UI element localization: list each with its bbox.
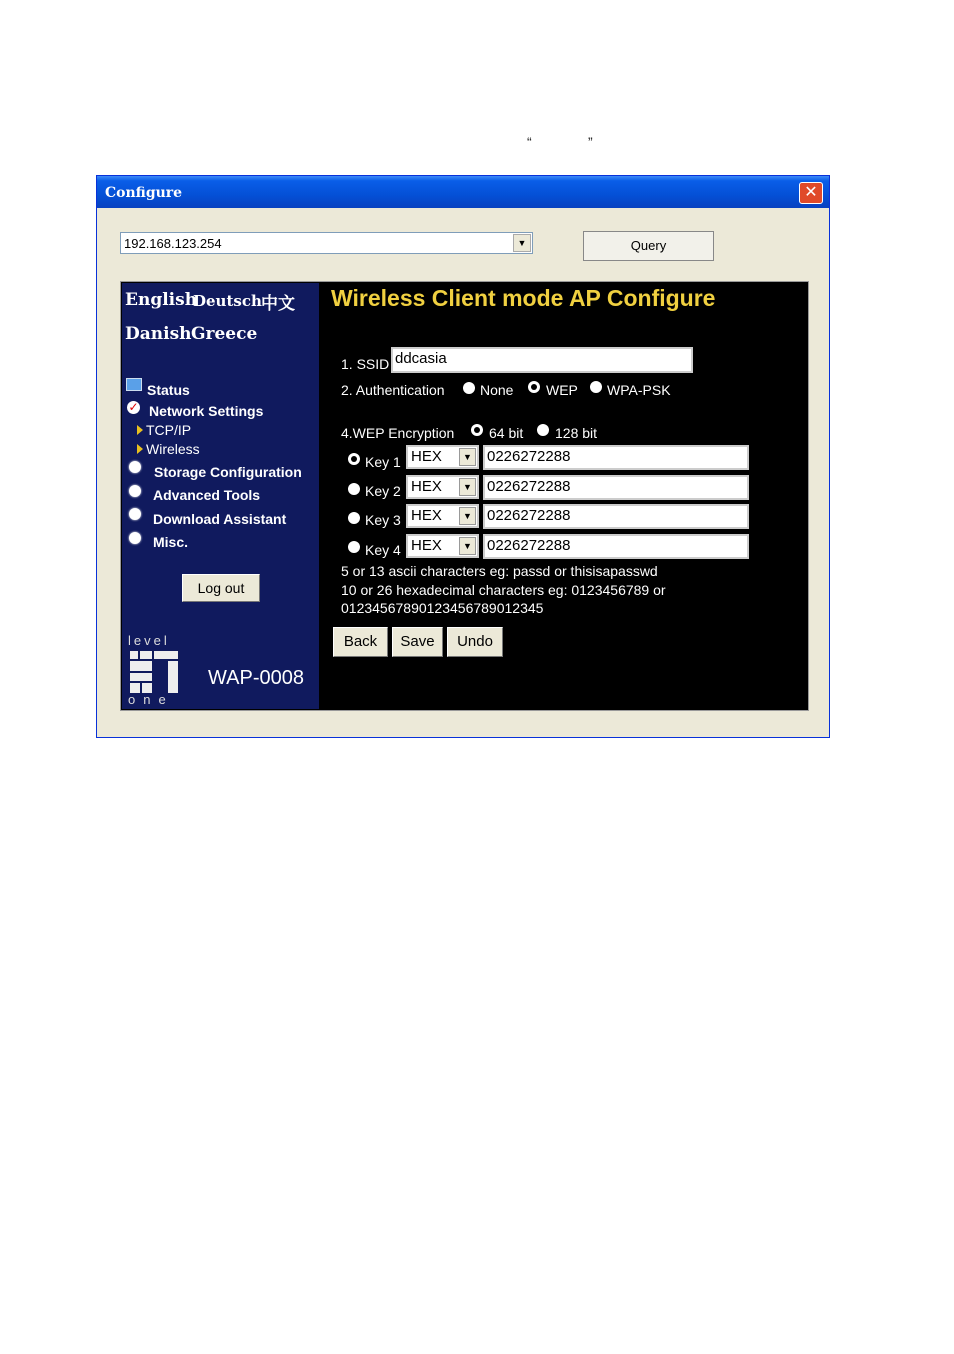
wep-128bit-radio[interactable] bbox=[537, 424, 549, 436]
bullet-icon bbox=[129, 508, 141, 520]
auth-wpa-psk-label: WPA-PSK bbox=[607, 382, 671, 398]
page-title: Wireless Client mode AP Configure bbox=[331, 285, 716, 311]
logo-block bbox=[130, 673, 152, 681]
key1-input[interactable]: 0226272288 bbox=[483, 445, 749, 470]
main-form bbox=[319, 283, 808, 709]
key1-radio[interactable] bbox=[348, 453, 360, 465]
save-button[interactable]: Save bbox=[392, 627, 443, 657]
bullet-icon bbox=[129, 485, 141, 497]
auth-wep-radio[interactable] bbox=[528, 381, 540, 393]
nav-advanced-tools[interactable]: Advanced Tools bbox=[153, 487, 261, 503]
chevron-down-icon[interactable]: ▼ bbox=[459, 478, 476, 496]
key1-format-select[interactable] bbox=[406, 445, 479, 469]
chevron-down-icon[interactable]: ▼ bbox=[459, 448, 476, 466]
lang-english[interactable]: English bbox=[125, 290, 198, 310]
wep-64bit-radio[interactable] bbox=[471, 424, 483, 436]
logo-bottom-text: one bbox=[128, 692, 174, 707]
logo-block bbox=[140, 651, 152, 659]
help-text-line-2: 10 or 26 hexadecimal characters eg: 0123456789 or bbox=[341, 582, 666, 598]
close-quote: ” bbox=[588, 134, 593, 150]
nav-tcpip[interactable] bbox=[137, 422, 191, 438]
logo-block bbox=[154, 651, 178, 659]
wep-128bit-label: 128 bit bbox=[555, 425, 598, 441]
help-text-line-3: 01234567890123456789012345 bbox=[341, 600, 544, 616]
ip-address-value: 192.168.123.254 bbox=[124, 236, 222, 251]
close-icon: ✕ bbox=[804, 184, 818, 201]
wep-encryption-label: 4.WEP Encryption bbox=[341, 425, 455, 441]
ssid-input[interactable]: ddcasia bbox=[391, 347, 693, 373]
key4-format-select[interactable] bbox=[406, 534, 479, 558]
nav-wireless-label: Wireless bbox=[146, 441, 200, 457]
levelone-logo bbox=[126, 635, 316, 707]
checkmark-icon: ✓ bbox=[128, 400, 139, 414]
key4-input[interactable]: 0226272288 bbox=[483, 534, 749, 559]
key2-label: Key 2 bbox=[365, 483, 401, 499]
key4-radio[interactable] bbox=[348, 541, 360, 553]
nav-storage-configuration[interactable]: Storage Configuration bbox=[154, 464, 302, 480]
nav-wireless[interactable] bbox=[137, 441, 200, 457]
help-text-line-1: 5 or 13 ascii characters eg: passd or thisisapasswd bbox=[341, 563, 658, 579]
auth-none-label: None bbox=[480, 382, 514, 398]
back-button[interactable]: Back bbox=[333, 627, 388, 657]
chevron-down-icon[interactable]: ▼ bbox=[459, 537, 476, 555]
key4-label: Key 4 bbox=[365, 542, 401, 558]
bullet-icon bbox=[129, 532, 141, 544]
monitor-icon bbox=[126, 378, 142, 391]
key3-format-select[interactable] bbox=[406, 504, 479, 528]
lang-deutsch[interactable]: Deutsch bbox=[193, 292, 262, 310]
key3-input[interactable]: 0226272288 bbox=[483, 504, 749, 529]
chevron-down-icon[interactable]: ▼ bbox=[513, 234, 531, 252]
logout-button[interactable]: Log out bbox=[182, 574, 260, 602]
key4-format-value: HEX bbox=[411, 537, 442, 554]
triangle-right-icon bbox=[137, 444, 143, 454]
auth-wep-label: WEP bbox=[546, 382, 578, 398]
nav-tcpip-label: TCP/IP bbox=[146, 422, 192, 438]
window-titlebar[interactable] bbox=[97, 176, 829, 208]
key1-format-value: HEX bbox=[411, 448, 442, 465]
nav-download-assistant[interactable]: Download Assistant bbox=[153, 511, 287, 527]
nav-network-settings[interactable]: Network Settings bbox=[149, 403, 264, 419]
lang-chinese[interactable]: 中文 bbox=[261, 294, 295, 314]
logo-block bbox=[130, 651, 138, 659]
close-button[interactable] bbox=[799, 182, 823, 204]
ip-address-combobox[interactable] bbox=[120, 232, 533, 254]
configure-window bbox=[96, 175, 830, 738]
lang-greece[interactable]: Greece bbox=[191, 324, 258, 344]
key3-radio[interactable] bbox=[348, 512, 360, 524]
key2-format-value: HEX bbox=[411, 478, 442, 495]
key1-label: Key 1 bbox=[365, 454, 401, 470]
ssid-label: 1. SSID bbox=[341, 356, 390, 372]
key2-radio[interactable] bbox=[348, 483, 360, 495]
undo-button[interactable]: Undo bbox=[447, 627, 503, 657]
wep-64bit-label: 64 bit bbox=[489, 425, 524, 441]
logo-top-text: level bbox=[128, 633, 170, 648]
chevron-down-icon[interactable]: ▼ bbox=[459, 507, 476, 525]
authentication-label: 2. Authentication bbox=[341, 382, 445, 398]
window-title: Configure bbox=[105, 185, 183, 201]
document-quote-line bbox=[0, 134, 954, 154]
auth-none-radio[interactable] bbox=[463, 382, 475, 394]
sidebar bbox=[122, 283, 319, 709]
open-quote: “ bbox=[527, 134, 532, 150]
key3-format-value: HEX bbox=[411, 507, 442, 524]
lang-danish[interactable]: Danish bbox=[125, 324, 192, 344]
nav-misc[interactable]: Misc. bbox=[153, 534, 189, 550]
triangle-right-icon bbox=[137, 425, 143, 435]
auth-wpa-psk-radio[interactable] bbox=[590, 381, 602, 393]
key2-input[interactable]: 0226272288 bbox=[483, 475, 749, 500]
key3-label: Key 3 bbox=[365, 512, 401, 528]
nav-status[interactable]: Status bbox=[147, 382, 190, 398]
key2-format-select[interactable] bbox=[406, 475, 479, 499]
logo-block bbox=[130, 661, 152, 671]
bullet-icon bbox=[129, 461, 141, 473]
config-panel bbox=[120, 281, 809, 711]
logo-block bbox=[168, 661, 178, 693]
model-name: WAP-0008 bbox=[208, 667, 304, 689]
query-button[interactable]: Query bbox=[583, 231, 714, 261]
